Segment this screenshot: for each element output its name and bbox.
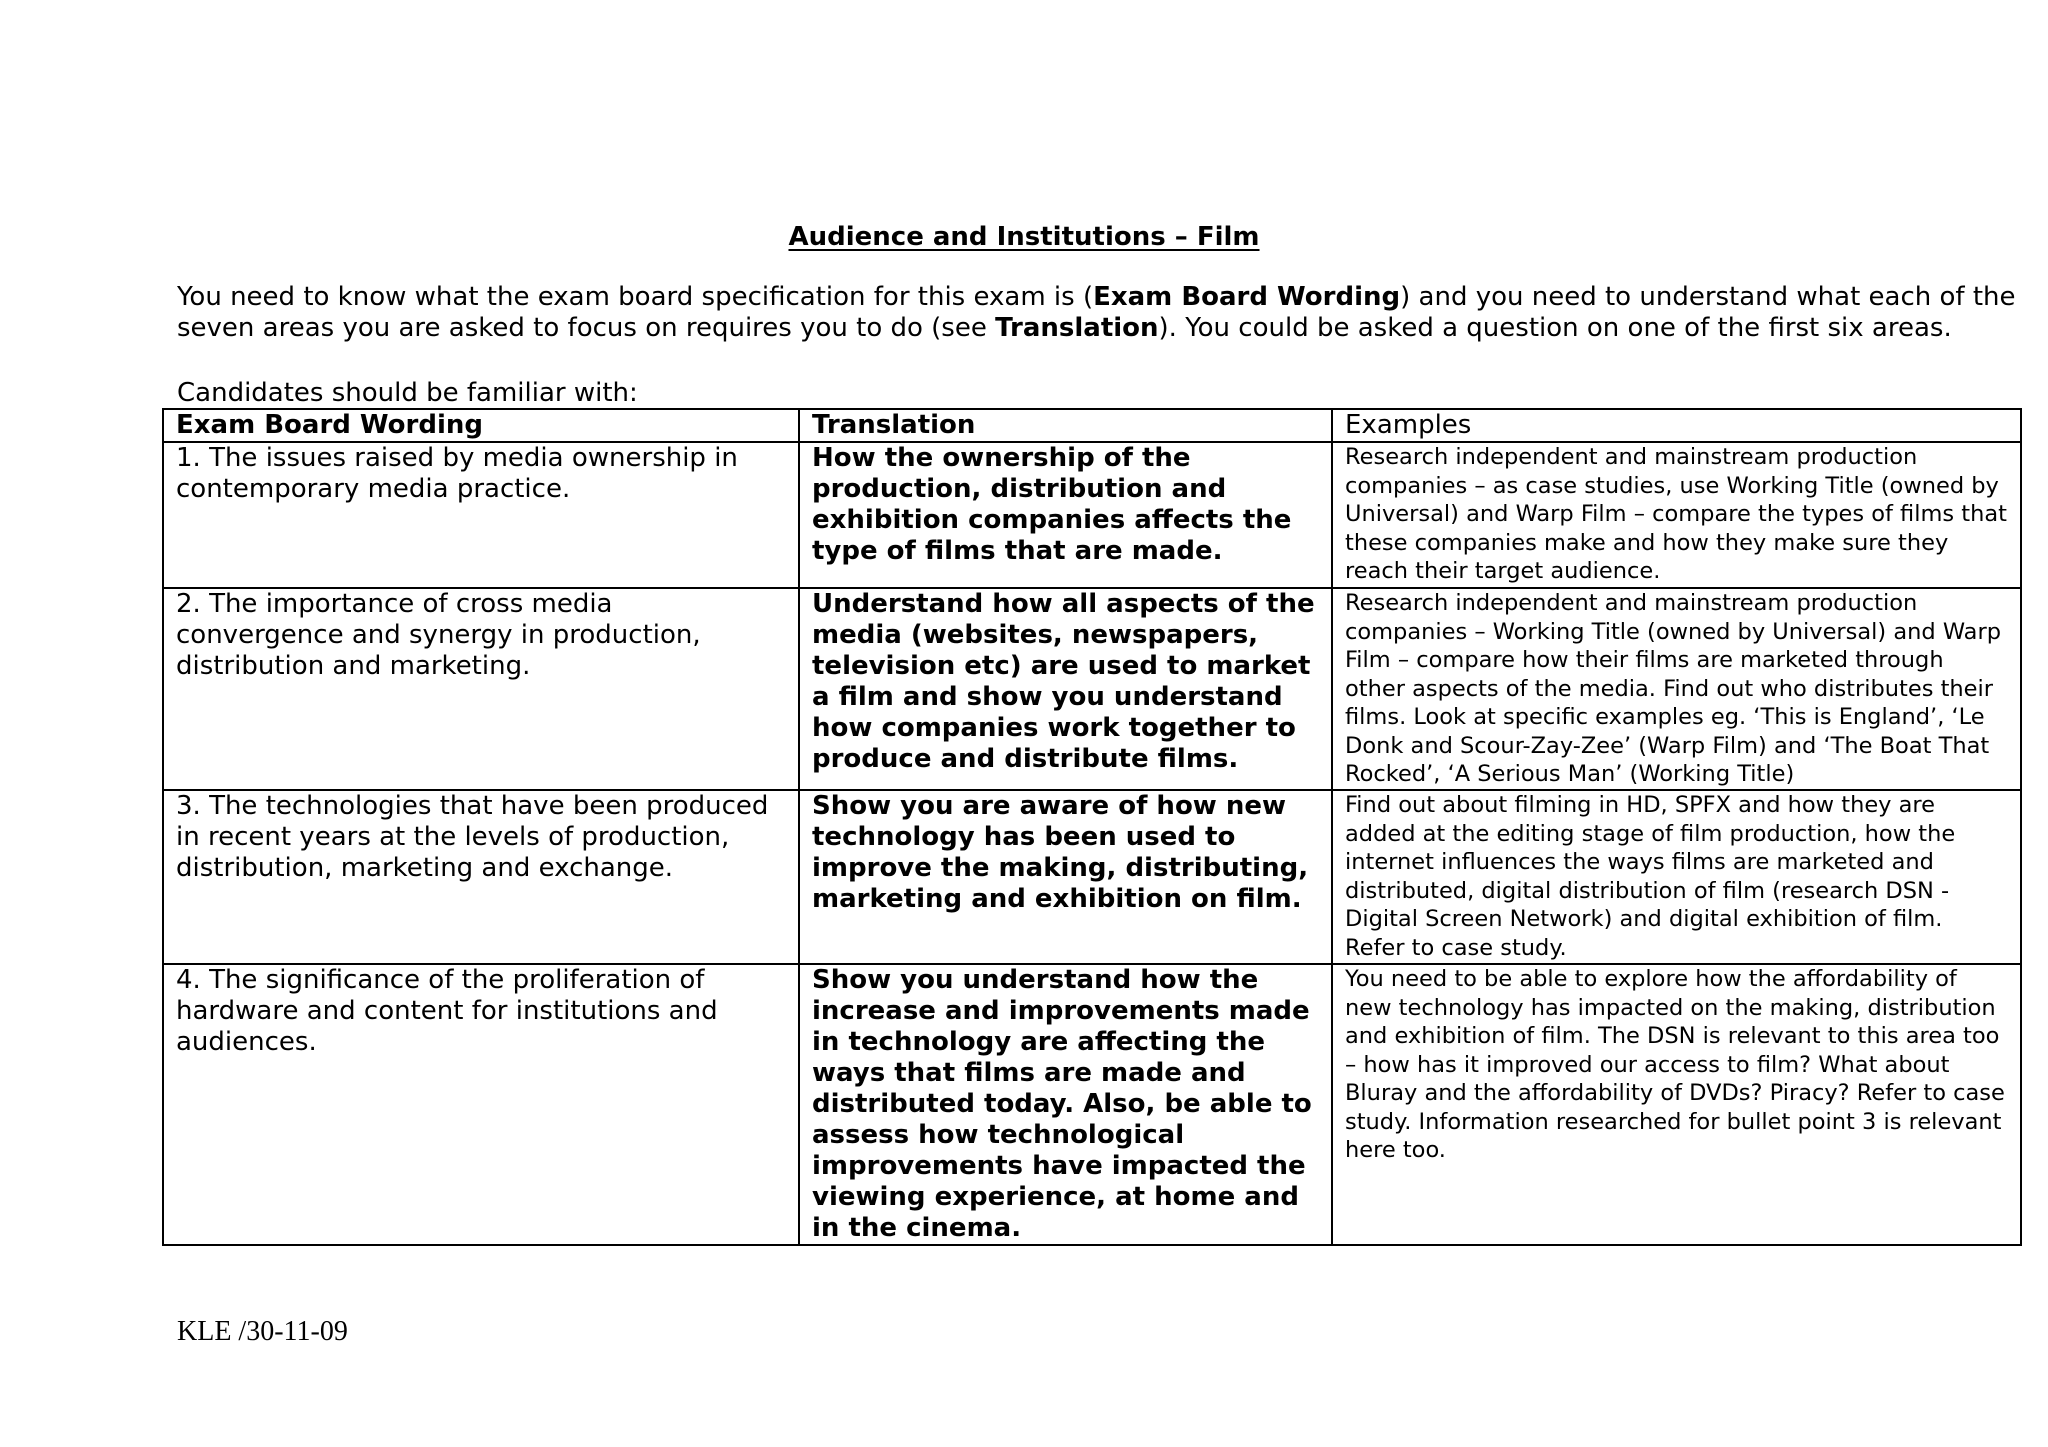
table-row (163, 442, 2021, 588)
header-exam-board-wording: Exam Board Wording (163, 409, 799, 442)
wording-cell: 4. The significance of the proliferation of hardware and content for institutions and audiences. (163, 964, 799, 1245)
translation-cell: Show you are aware of how new technology has been used to improve the making, distributing, marketing and exhibition on film. (799, 790, 1332, 964)
wording-cell: 3. The technologies that have been produced in recent years at the levels of production, distribution, marketing and exchange. (163, 790, 799, 964)
header-examples: Examples (1332, 409, 2021, 442)
intro-text-2: ) and you need to understand what each of the seven areas you are asked to focus on requires you to do (see (177, 282, 2016, 343)
translation-cell: Show you understand how the increase and improvements made in technology are affecting the ways that films are made and distributed today. Also, be able to assess how technological improvements have impacted the viewing experience, at home and in the cinema. (799, 964, 1332, 1245)
intro-bold-translation: Translation (995, 313, 1159, 343)
table-row (163, 964, 2021, 1245)
translation-cell: Understand how all aspects of the media (websites, newspapers, television etc) are used to market a film and show you understand how companies work together to produce and distribute films. (799, 588, 1332, 790)
wording-cell: 1. The issues raised by media ownership in contemporary media practice. (163, 442, 799, 588)
table-row (163, 790, 2021, 964)
page-title: Audience and Institutions – Film (788, 222, 1260, 252)
lead-text: Candidates should be familiar with: (177, 378, 638, 408)
examples-cell: You need to be able to explore how the affordability of new technology has impacted on the making, distribution and exhibition of film. The DSN is relevant to this area too – how has it improved our access to film? What about Bluray and the affordability of DVDs? Piracy? Refer to case study. Information researched for bullet point 3 is relevant here too. (1332, 964, 2021, 1245)
header-translation: Translation (799, 409, 1332, 442)
footer-reference: KLE /30-11-09 (177, 1316, 348, 1347)
intro-bold-exam-board-wording: Exam Board Wording (1093, 282, 1401, 312)
intro-text-3: ). You could be asked a question on one of the first six areas. (1158, 313, 1952, 343)
wording-cell: 2. The importance of cross media convergence and synergy in production, distribution and marketing. (163, 588, 799, 790)
intro-paragraph (177, 282, 2017, 344)
translation-cell: How the ownership of the production, distribution and exhibition companies affects the type of films that are made. (799, 442, 1332, 588)
examples-cell: Research independent and mainstream production companies – as case studies, use Working Title (owned by Universal) and Warp Film – compare the types of films that these companies make and how they make sure they reach their target audience. (1332, 442, 2021, 588)
table-row (163, 588, 2021, 790)
specification-table (162, 408, 2022, 1246)
table-header-row (163, 409, 2021, 442)
examples-cell: Find out about filming in HD, SPFX and how they are added at the editing stage of film production, how the internet influences the ways films are marketed and distributed, digital distribution of film (research DSN -Digital Screen Network) and digital exhibition of film. Refer to case study. (1332, 790, 2021, 964)
examples-cell: Research independent and mainstream production companies – Working Title (owned by Universal) and Warp Film – compare how their films are marketed through other aspects of the media. Find out who distributes their films. Look at specific examples eg. ‘This is England’, ‘Le Donk and Scour-Zay-Zee’ (Warp Film) and ‘The Boat That Rocked’, ‘A Serious Man’ (Working Title) (1332, 588, 2021, 790)
intro-text-1: You need to know what the exam board specification for this exam is ( (177, 282, 1094, 312)
